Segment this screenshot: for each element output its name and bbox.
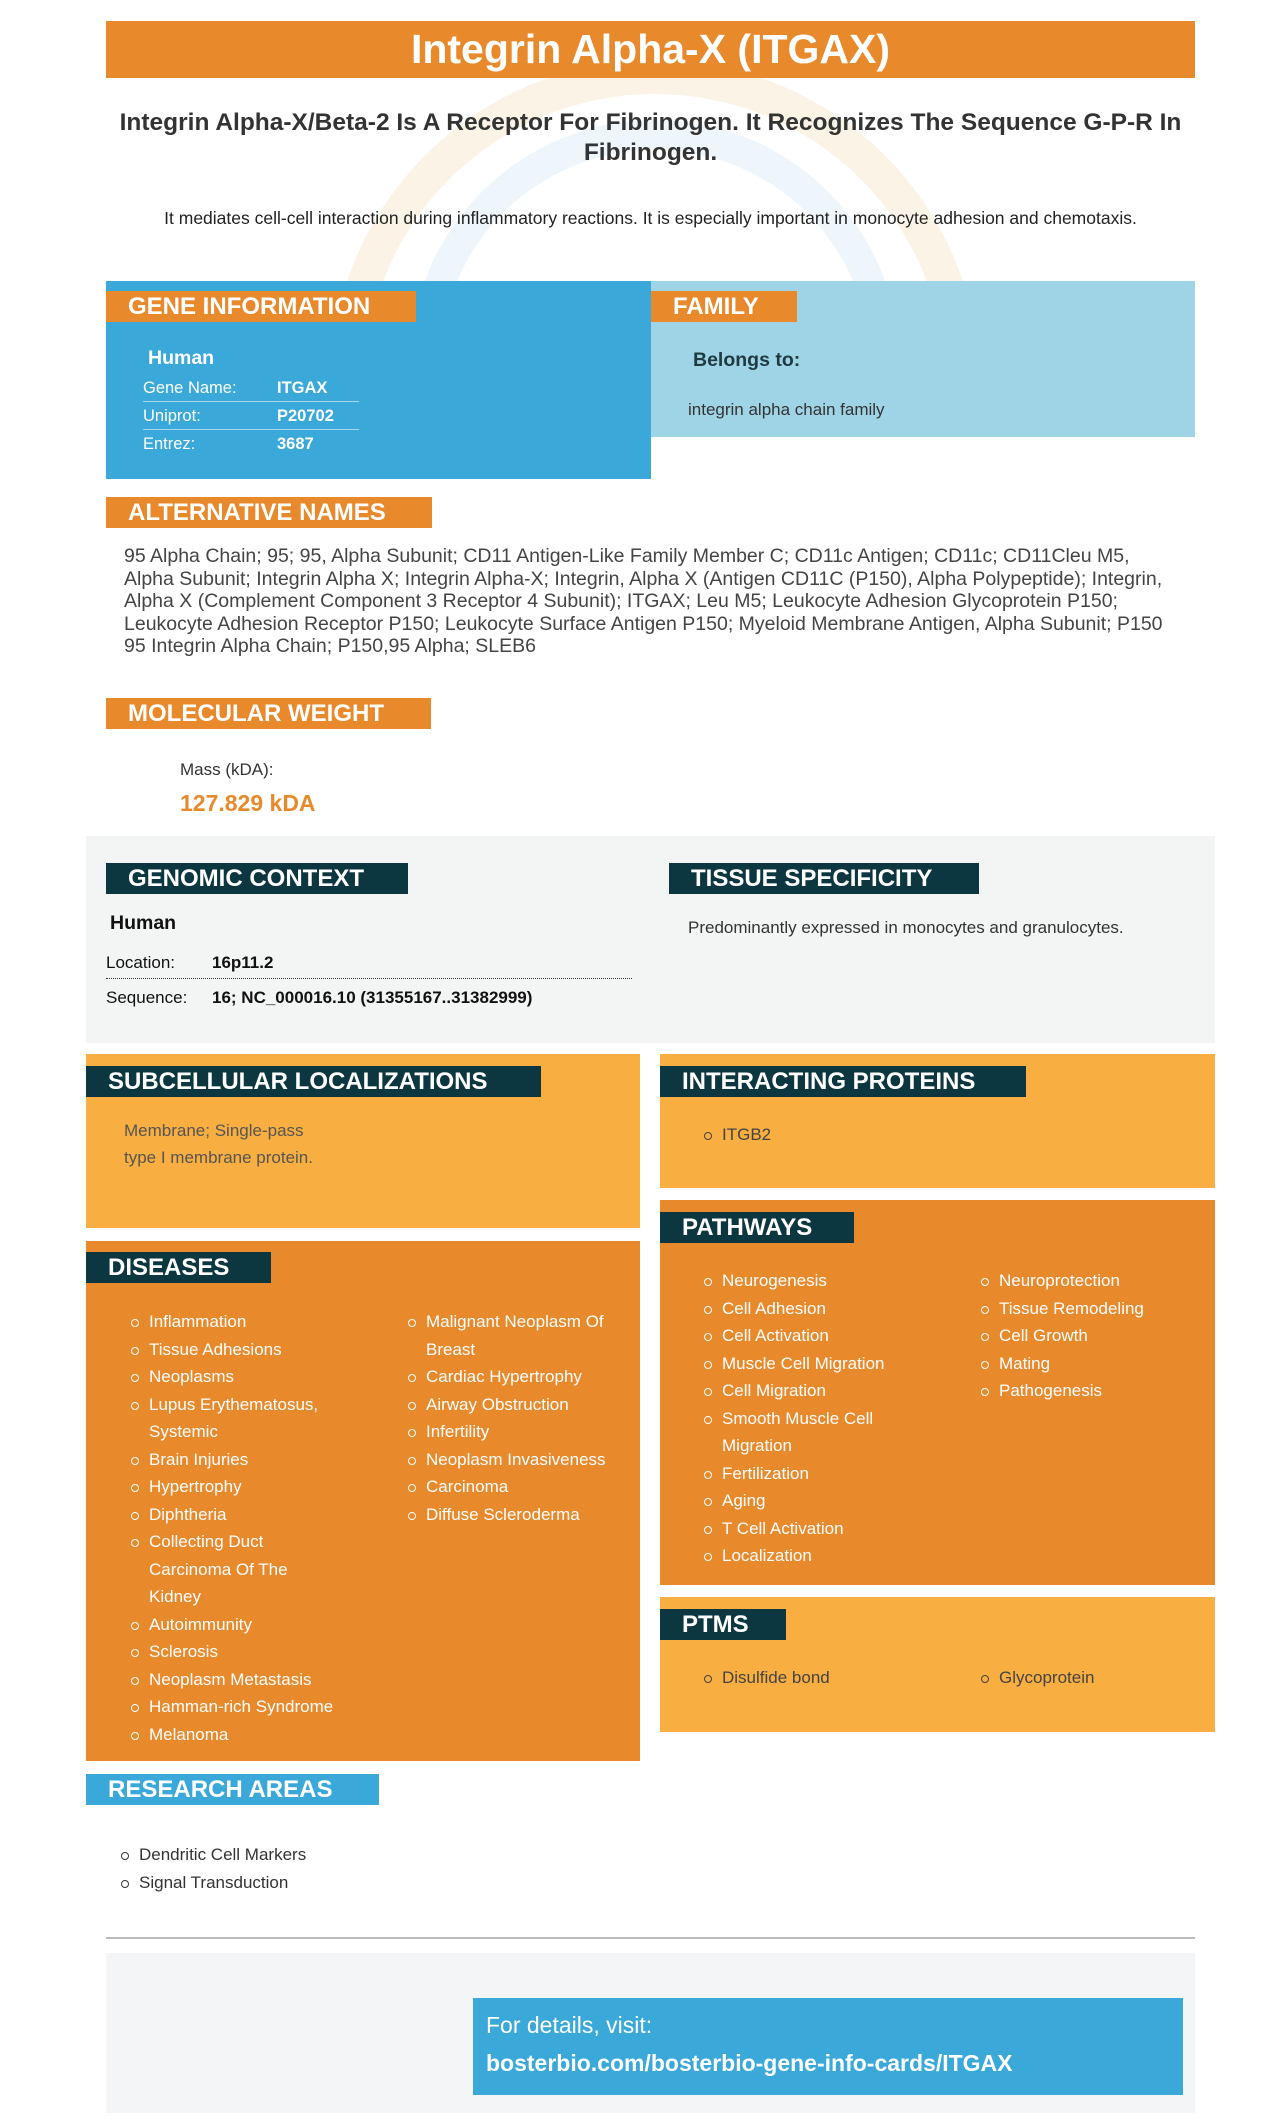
list-item: Malignant Neoplasm Of Breast bbox=[406, 1308, 631, 1363]
uniprot-row bbox=[143, 403, 359, 430]
alternative-names-text: 95 Alpha Chain; 95; 95, Alpha Subunit; CD11 Antigen-Like Family Member C; CD11c Antigen; CD11c; CD11Cleu M5, Alpha Subunit; Integrin Alpha X; Integrin Alpha-X; Integrin, Alpha X (Antigen CD11C (P150), Alpha Polypeptide); Integrin, Alpha X (Complement Component 3 Receptor 4 Subunit); ITGAX; Leu M5; Leukocyte Adhesion Glycoprotein P150; Leukocyte Adhesion Receptor P150; Leukocyte Surface Antigen P150; Myeloid Membrane Antigen, Alpha Subunit; P150 95 Integrin Alpha Chain; P150,95 Alpha; SLEB6 bbox=[124, 545, 1163, 657]
research-areas-header: RESEARCH AREAS bbox=[86, 1774, 379, 1805]
list-item: Neurogenesis bbox=[702, 1267, 912, 1295]
mass-value: 127.829 kDA bbox=[180, 790, 316, 816]
pathways-header: PATHWAYS bbox=[660, 1212, 854, 1243]
list-item: Aging bbox=[702, 1487, 912, 1515]
genomic-context-header: GENOMIC CONTEXT bbox=[106, 863, 408, 894]
tissue-specificity-header: TISSUE SPECIFICITY bbox=[669, 863, 979, 894]
interacting-proteins-header: INTERACTING PROTEINS bbox=[660, 1066, 1026, 1097]
list-item: Pathogenesis bbox=[979, 1377, 1199, 1405]
footer-divider bbox=[106, 1937, 1195, 1939]
gene-name-label: Gene Name: bbox=[143, 379, 237, 397]
diseases-list-col-1 bbox=[129, 1308, 349, 1748]
list-item: Smooth Muscle Cell Migration bbox=[702, 1405, 877, 1460]
footer-url-link[interactable]: bosterbio.com/bosterbio-gene-info-cards/ITGAX bbox=[486, 2050, 1013, 2076]
list-item: Hypertrophy bbox=[129, 1473, 349, 1501]
family-header: FAMILY bbox=[651, 291, 797, 322]
list-item: Inflammation bbox=[129, 1308, 349, 1336]
list-item: Tissue Remodeling bbox=[979, 1295, 1199, 1323]
list-item: T Cell Activation bbox=[702, 1515, 912, 1543]
alternative-names-header: ALTERNATIVE NAMES bbox=[106, 497, 432, 528]
list-item: Autoimmunity bbox=[129, 1611, 349, 1639]
list-item: Glycoprotein bbox=[979, 1664, 1094, 1692]
family-belongs-label: Belongs to: bbox=[693, 349, 801, 371]
diseases-list-col-2 bbox=[406, 1308, 631, 1528]
genomic-location-value: 16p11.2 bbox=[212, 953, 274, 972]
gene-name-row bbox=[143, 375, 359, 402]
subcellular-line-1: Membrane; Single-pass bbox=[124, 1121, 304, 1140]
entrez-label: Entrez: bbox=[143, 435, 196, 453]
list-item: Diphtheria bbox=[129, 1501, 349, 1529]
list-item: Tissue Adhesions bbox=[129, 1336, 349, 1364]
list-item: Cell Migration bbox=[702, 1377, 912, 1405]
subcellular-line-2: type I membrane protein. bbox=[124, 1148, 313, 1167]
list-item: ITGB2 bbox=[702, 1121, 771, 1149]
mass-label: Mass (kDA): bbox=[180, 760, 274, 779]
list-item: Neuroprotection bbox=[979, 1267, 1199, 1295]
list-item: Infertility bbox=[406, 1418, 631, 1446]
list-item: Localization bbox=[702, 1542, 912, 1570]
list-item: Cell Growth bbox=[979, 1322, 1199, 1350]
tissue-specificity-text: Predominantly expressed in monocytes and granulocytes. bbox=[688, 918, 1124, 937]
gene-species: Human bbox=[148, 347, 215, 369]
molecular-weight-header: MOLECULAR WEIGHT bbox=[106, 698, 431, 729]
uniprot-label: Uniprot: bbox=[143, 407, 201, 425]
list-item: Diffuse Scleroderma bbox=[406, 1501, 631, 1529]
genomic-location-row bbox=[106, 947, 632, 979]
genomic-sequence-label: Sequence: bbox=[106, 988, 188, 1007]
list-item: Brain Injuries bbox=[129, 1446, 349, 1474]
footer-link-box[interactable] bbox=[473, 1998, 1183, 2095]
entrez-value: 3687 bbox=[277, 435, 314, 453]
list-item: Airway Obstruction bbox=[406, 1391, 631, 1419]
interacting-proteins-list bbox=[702, 1121, 771, 1149]
list-item: Disulfide bond bbox=[702, 1664, 830, 1692]
list-item: Neoplasm Metastasis bbox=[129, 1666, 349, 1694]
gene-information-header: GENE INFORMATION bbox=[106, 291, 416, 322]
genomic-sequence-value: 16; NC_000016.10 (31355167..31382999) bbox=[212, 988, 533, 1007]
genomic-sequence-row bbox=[106, 982, 632, 1014]
entrez-row bbox=[143, 431, 359, 458]
ptms-list-col-1 bbox=[702, 1664, 830, 1692]
list-item: Cardiac Hypertrophy bbox=[406, 1363, 631, 1391]
list-item: Neoplasm Invasiveness bbox=[406, 1446, 631, 1474]
list-item: Melanoma bbox=[129, 1721, 349, 1749]
list-item: Hamman-rich Syndrome bbox=[129, 1693, 349, 1721]
page-description: It mediates cell-cell interaction during inflammatory reactions. It is especially important in monocyte adhesion and chemotaxis. bbox=[164, 208, 1137, 228]
list-item: Muscle Cell Migration bbox=[702, 1350, 912, 1378]
ptms-list-col-2 bbox=[979, 1664, 1094, 1692]
genomic-species: Human bbox=[110, 912, 177, 934]
list-item: Cell Activation bbox=[702, 1322, 912, 1350]
family-value: integrin alpha chain family bbox=[688, 400, 885, 419]
page-subtitle: Integrin Alpha-X/Beta-2 Is A Receptor For Fibrinogen. It Recognizes The Sequence G-P-R In Fibrinogen. bbox=[119, 109, 1182, 166]
list-item: Fertilization bbox=[702, 1460, 912, 1488]
genomic-location-label: Location: bbox=[106, 953, 175, 972]
gene-name-value: ITGAX bbox=[277, 379, 328, 397]
pathways-list-col-2 bbox=[979, 1267, 1199, 1405]
footer-visit-label: For details, visit: bbox=[486, 2012, 653, 2038]
list-item: Neoplasms bbox=[129, 1363, 349, 1391]
pathways-list-col-1 bbox=[702, 1267, 912, 1570]
list-item: Signal Transduction bbox=[119, 1869, 306, 1897]
subcellular-header: SUBCELLULAR LOCALIZATIONS bbox=[86, 1066, 541, 1097]
list-item: Mating bbox=[979, 1350, 1199, 1378]
list-item: Sclerosis bbox=[129, 1638, 349, 1666]
page-title: Integrin Alpha-X (ITGAX) bbox=[106, 21, 1195, 78]
list-item: Carcinoma bbox=[406, 1473, 631, 1501]
list-item: Collecting Duct Carcinoma Of The Kidney bbox=[129, 1528, 289, 1611]
ptms-header: PTMS bbox=[660, 1609, 786, 1640]
uniprot-value: P20702 bbox=[277, 407, 334, 425]
list-item: Lupus Erythematosus, Systemic bbox=[129, 1391, 349, 1446]
list-item: Dendritic Cell Markers bbox=[119, 1841, 306, 1869]
research-areas-list bbox=[119, 1841, 306, 1896]
diseases-header: DISEASES bbox=[86, 1252, 271, 1283]
list-item: Cell Adhesion bbox=[702, 1295, 912, 1323]
